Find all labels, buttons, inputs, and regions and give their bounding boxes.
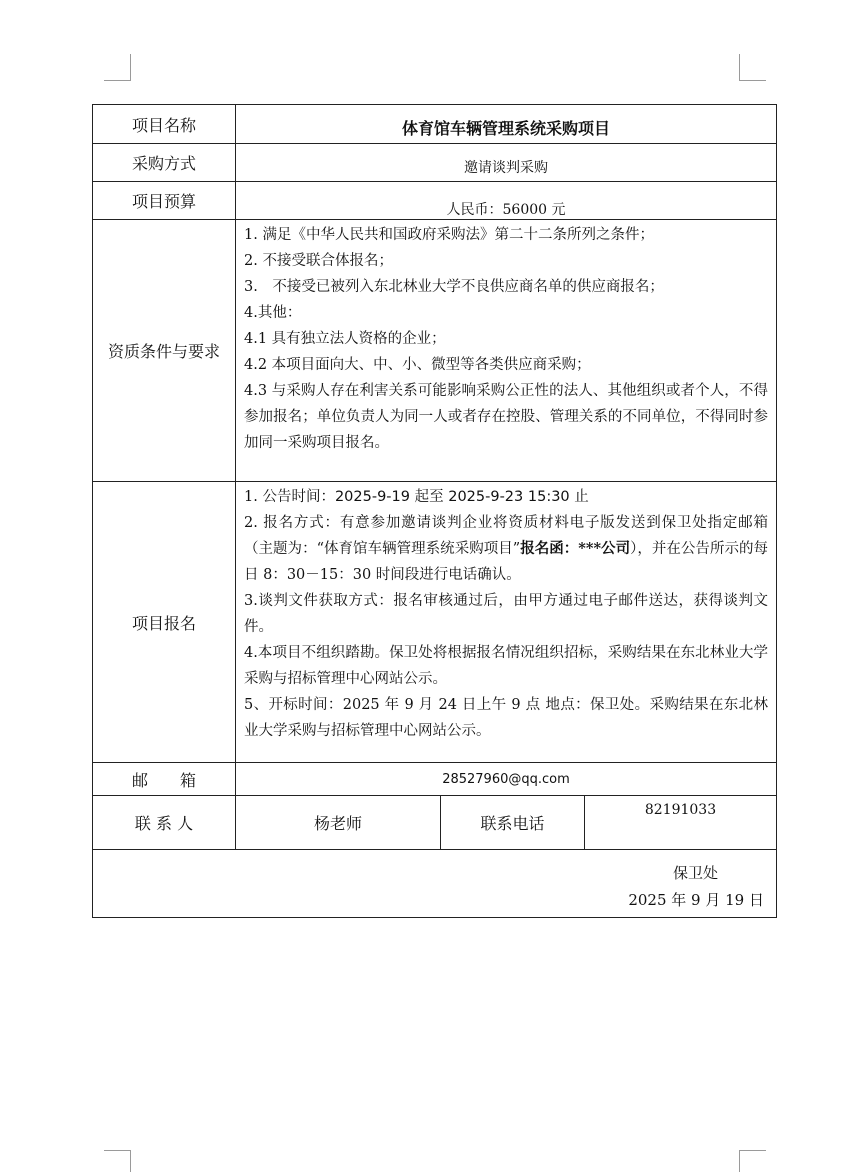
issuing-unit: 保卫处 <box>672 864 718 882</box>
qualification-item: 4.2 本项目面向大、中、小、微型等各类供应商采购； <box>244 357 591 373</box>
procurement-method-label: 采购方式 <box>93 144 236 182</box>
registration-method-confirmation: ），并在公告所示的每日 8：30－15：30 时间段进行电话确认。 <box>244 541 769 583</box>
contact-person-label: 联 系 人 <box>93 796 236 850</box>
qualification-item: 1. 满足《中华人民共和国政府采购法》第二十二条所列之条件； <box>244 227 654 243</box>
row-budget <box>93 182 777 220</box>
registration-method-subject: 报名函：***公司 <box>520 540 631 557</box>
qualification-item: 4.3 与采购人存在利害关系可能影响采购公正性的法人、其他组织或者个人，不得参加报名；单位负责人为同一人或者存在控股、管理关系的不同单位，不得同时参加同一采购项目报名。 <box>244 383 768 451</box>
procurement-method-value: 邀请谈判采购 <box>236 144 777 182</box>
qualification-item: 4.1 具有独立法人资格的企业； <box>244 331 446 347</box>
registration-item-bid-opening: 5、开标时间：2025 年 9 月 24 日上午 9 点 地点：保卫处。采购结果在东北林业大学采购与招标管理中心网站公示。 <box>244 697 768 739</box>
row-project-name <box>93 105 777 144</box>
registration-item-site-visit: 4.本项目不组织踏勘。保卫处将根据报名情况组织招标，采购结果在东北林业大学采购与招标管理中心网站公示。 <box>244 645 768 687</box>
announcement-time-prefix: 1. 公告时间： <box>244 489 335 505</box>
registration-method-text: 2. 报名方式：有意参加邀请谈判企业将资质材料电子版发送到保卫处指定邮箱（主题为：“体育馆车辆管理系统采购项目” <box>244 515 768 557</box>
signoff-block <box>93 850 777 918</box>
page-corner-mark-bottom-right <box>739 1150 766 1172</box>
row-procurement-method <box>93 144 777 182</box>
project-name-label: 项目名称 <box>93 105 236 144</box>
qualification-item: 2. 不接受联合体报名； <box>244 253 393 269</box>
page-corner-mark-top-right <box>739 54 766 81</box>
budget-label: 项目预算 <box>93 182 236 220</box>
qualification-label: 资质条件与要求 <box>93 220 236 482</box>
row-qualification <box>93 220 777 482</box>
announcement-time-range: 2025-9-19 起至 2025-9-23 15:30 止 <box>334 489 589 505</box>
registration-item-method <box>244 510 768 588</box>
project-name-value: 体育馆车辆管理系统采购项目 <box>236 105 777 144</box>
contact-phone-value: 82191033 <box>585 796 777 850</box>
contact-person-value: 杨老师 <box>236 796 441 850</box>
procurement-notice-table <box>92 104 777 918</box>
issue-date: 2025 年 9 月 19 日 <box>628 891 764 909</box>
email-label: 邮 箱 <box>93 763 236 796</box>
qualification-list <box>236 220 777 482</box>
row-email <box>93 763 777 796</box>
registration-label: 项目报名 <box>93 482 236 763</box>
email-value: 28527960@qq.com <box>236 763 777 796</box>
registration-list <box>236 482 777 763</box>
row-contact <box>93 796 777 850</box>
qualification-item: 3. 不接受已被列入东北林业大学不良供应商名单的供应商报名； <box>244 279 664 295</box>
qualification-item: 4.其他： <box>244 305 302 321</box>
row-registration <box>93 482 777 763</box>
page-corner-mark-bottom-left <box>104 1150 131 1172</box>
row-signoff <box>93 850 777 918</box>
registration-item-documents: 3.谈判文件获取方式：报名审核通过后，由甲方通过电子邮件送达，获得谈判文件。 <box>244 593 768 635</box>
budget-value: 人民币：56000 元 <box>236 182 777 220</box>
page-corner-mark-top-left <box>104 54 131 81</box>
registration-item-announcement-time <box>244 484 768 510</box>
contact-phone-label: 联系电话 <box>441 796 585 850</box>
